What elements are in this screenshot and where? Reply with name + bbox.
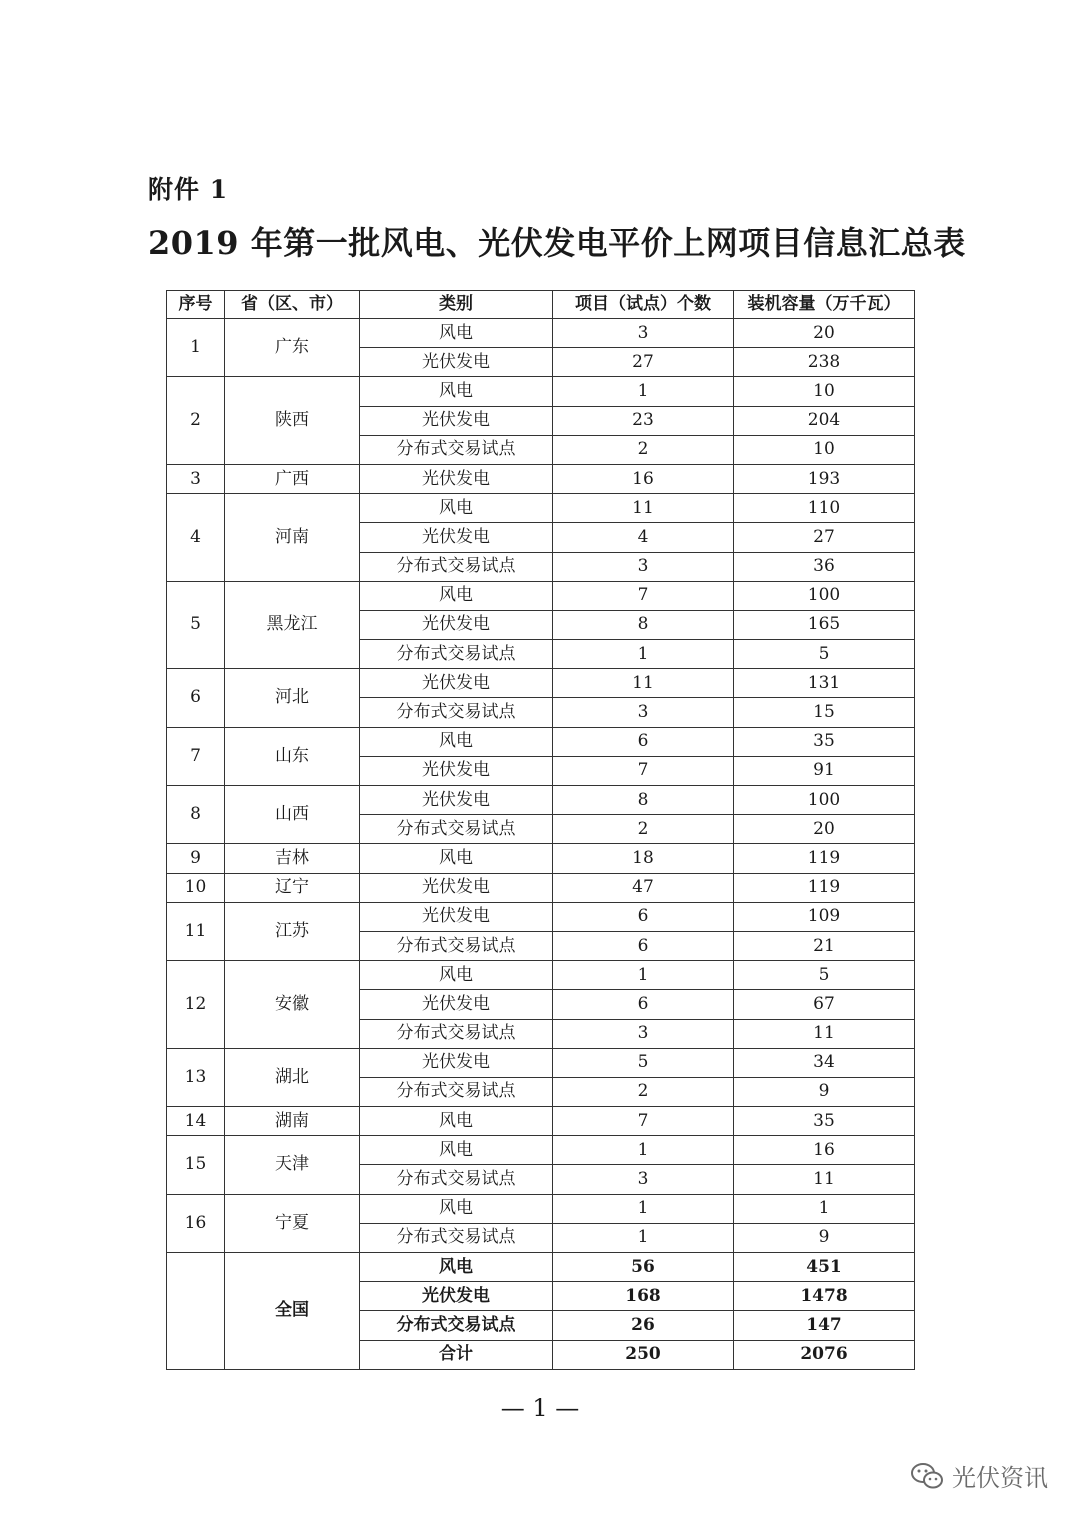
type-cell: 风电 <box>360 1194 553 1223</box>
count-cell: 3 <box>553 1019 734 1048</box>
province-cell: 天津 <box>225 1136 360 1194</box>
type-cell: 分布式交易试点 <box>360 815 553 844</box>
province-cell: 陕西 <box>225 377 360 465</box>
count-cell: 7 <box>553 581 734 610</box>
count-cell: 16 <box>553 464 734 493</box>
province-cell: 黑龙江 <box>225 581 360 669</box>
table-row <box>167 669 915 698</box>
capacity-cell: 110 <box>734 494 915 523</box>
table-row <box>167 581 915 610</box>
capacity-cell: 34 <box>734 1048 915 1077</box>
type-cell: 光伏发电 <box>360 873 553 902</box>
capacity-cell: 119 <box>734 844 915 873</box>
seq-cell: 8 <box>167 786 225 844</box>
seq-cell: 4 <box>167 494 225 582</box>
capacity-cell: 11 <box>734 1165 915 1194</box>
header-count: 项目（试点）个数 <box>553 291 734 319</box>
type-cell: 分布式交易试点 <box>360 1019 553 1048</box>
type-cell: 分布式交易试点 <box>360 1311 553 1340</box>
table-row <box>167 1194 915 1223</box>
count-cell: 18 <box>553 844 734 873</box>
province-cell: 河南 <box>225 494 360 582</box>
province-cell: 吉林 <box>225 844 360 873</box>
capacity-cell: 451 <box>734 1253 915 1282</box>
capacity-cell: 109 <box>734 902 915 931</box>
count-cell: 8 <box>553 786 734 815</box>
capacity-cell: 204 <box>734 406 915 435</box>
seq-cell <box>167 1253 225 1370</box>
table-row <box>167 727 915 756</box>
province-cell: 江苏 <box>225 902 360 960</box>
type-cell: 分布式交易试点 <box>360 640 553 669</box>
header-province: 省（区、市） <box>225 291 360 319</box>
seq-cell: 6 <box>167 669 225 727</box>
count-cell: 26 <box>553 1311 734 1340</box>
type-cell: 风电 <box>360 727 553 756</box>
seq-cell: 3 <box>167 464 225 493</box>
count-cell: 47 <box>553 873 734 902</box>
table-row <box>167 873 915 902</box>
capacity-cell: 35 <box>734 727 915 756</box>
capacity-cell: 131 <box>734 669 915 698</box>
count-cell: 3 <box>553 319 734 348</box>
seq-cell: 14 <box>167 1107 225 1136</box>
seq-cell: 1 <box>167 319 225 377</box>
type-cell: 风电 <box>360 1136 553 1165</box>
count-cell: 11 <box>553 494 734 523</box>
type-cell: 分布式交易试点 <box>360 435 553 464</box>
table-row <box>167 377 915 406</box>
capacity-cell: 100 <box>734 786 915 815</box>
type-cell: 分布式交易试点 <box>360 698 553 727</box>
seq-cell: 12 <box>167 961 225 1049</box>
header-seq: 序号 <box>167 291 225 319</box>
province-cell: 宁夏 <box>225 1194 360 1252</box>
table-body <box>167 319 915 1370</box>
count-cell: 23 <box>553 406 734 435</box>
capacity-cell: 10 <box>734 377 915 406</box>
count-cell: 1 <box>553 1223 734 1252</box>
type-cell: 光伏发电 <box>360 990 553 1019</box>
count-cell: 3 <box>553 552 734 581</box>
summary-table <box>166 290 915 1370</box>
count-cell: 2 <box>553 815 734 844</box>
type-cell: 风电 <box>360 319 553 348</box>
count-cell: 56 <box>553 1253 734 1282</box>
seq-cell: 7 <box>167 727 225 785</box>
count-cell: 1 <box>553 377 734 406</box>
capacity-cell: 238 <box>734 348 915 377</box>
document-title: 2019 年第一批风电、光伏发电平价上网项目信息汇总表 <box>148 224 966 262</box>
capacity-cell: 36 <box>734 552 915 581</box>
province-cell: 河北 <box>225 669 360 727</box>
capacity-cell: 10 <box>734 435 915 464</box>
type-cell: 光伏发电 <box>360 1048 553 1077</box>
capacity-cell: 193 <box>734 464 915 493</box>
count-cell: 7 <box>553 756 734 785</box>
watermark <box>910 1458 1048 1493</box>
capacity-cell: 21 <box>734 931 915 960</box>
count-cell: 3 <box>553 1165 734 1194</box>
province-cell: 广东 <box>225 319 360 377</box>
count-cell: 168 <box>553 1282 734 1311</box>
table-header <box>167 291 915 319</box>
type-cell: 风电 <box>360 961 553 990</box>
capacity-cell: 27 <box>734 523 915 552</box>
capacity-cell: 20 <box>734 815 915 844</box>
capacity-cell: 11 <box>734 1019 915 1048</box>
type-cell: 光伏发电 <box>360 464 553 493</box>
count-cell: 2 <box>553 1077 734 1106</box>
count-cell: 1 <box>553 961 734 990</box>
header-type: 类别 <box>360 291 553 319</box>
count-cell: 3 <box>553 698 734 727</box>
count-cell: 5 <box>553 1048 734 1077</box>
type-cell: 风电 <box>360 581 553 610</box>
count-cell: 1 <box>553 1136 734 1165</box>
count-cell: 6 <box>553 902 734 931</box>
table-row <box>167 961 915 990</box>
type-cell: 光伏发电 <box>360 756 553 785</box>
table-row <box>167 1107 915 1136</box>
province-cell: 全国 <box>225 1253 360 1370</box>
count-cell: 6 <box>553 931 734 960</box>
count-cell: 7 <box>553 1107 734 1136</box>
type-cell: 光伏发电 <box>360 902 553 931</box>
count-cell: 27 <box>553 348 734 377</box>
capacity-cell: 15 <box>734 698 915 727</box>
type-cell: 光伏发电 <box>360 1282 553 1311</box>
type-cell: 分布式交易试点 <box>360 1077 553 1106</box>
capacity-cell: 147 <box>734 1311 915 1340</box>
count-cell: 250 <box>553 1340 734 1369</box>
count-cell: 6 <box>553 990 734 1019</box>
seq-cell: 5 <box>167 581 225 669</box>
capacity-cell: 20 <box>734 319 915 348</box>
wechat-icon <box>910 1462 944 1490</box>
table-row <box>167 464 915 493</box>
seq-cell: 10 <box>167 873 225 902</box>
seq-cell: 16 <box>167 1194 225 1252</box>
table-row <box>167 786 915 815</box>
type-cell: 风电 <box>360 844 553 873</box>
type-cell: 合计 <box>360 1340 553 1369</box>
province-cell: 山东 <box>225 727 360 785</box>
header-capacity: 装机容量（万千瓦） <box>734 291 915 319</box>
capacity-cell: 16 <box>734 1136 915 1165</box>
capacity-cell: 1 <box>734 1194 915 1223</box>
count-cell: 2 <box>553 435 734 464</box>
type-cell: 光伏发电 <box>360 669 553 698</box>
seq-cell: 15 <box>167 1136 225 1194</box>
table-row <box>167 1048 915 1077</box>
capacity-cell: 91 <box>734 756 915 785</box>
type-cell: 光伏发电 <box>360 786 553 815</box>
seq-cell: 13 <box>167 1048 225 1106</box>
type-cell: 分布式交易试点 <box>360 1223 553 1252</box>
capacity-cell: 1478 <box>734 1282 915 1311</box>
count-cell: 8 <box>553 610 734 639</box>
type-cell: 风电 <box>360 377 553 406</box>
annex-label: 附件 1 <box>148 175 229 204</box>
capacity-cell: 67 <box>734 990 915 1019</box>
type-cell: 光伏发电 <box>360 406 553 435</box>
capacity-cell: 9 <box>734 1223 915 1252</box>
seq-cell: 2 <box>167 377 225 465</box>
page-number: — 1 — <box>500 1394 580 1422</box>
province-cell: 辽宁 <box>225 873 360 902</box>
table-row <box>167 319 915 348</box>
capacity-cell: 35 <box>734 1107 915 1136</box>
capacity-cell: 9 <box>734 1077 915 1106</box>
capacity-cell: 119 <box>734 873 915 902</box>
count-cell: 1 <box>553 640 734 669</box>
count-cell: 6 <box>553 727 734 756</box>
total-row <box>167 1253 915 1282</box>
type-cell: 光伏发电 <box>360 348 553 377</box>
province-cell: 广西 <box>225 464 360 493</box>
count-cell: 4 <box>553 523 734 552</box>
type-cell: 光伏发电 <box>360 610 553 639</box>
table-row <box>167 902 915 931</box>
count-cell: 11 <box>553 669 734 698</box>
table-row <box>167 1136 915 1165</box>
count-cell: 1 <box>553 1194 734 1223</box>
capacity-cell: 165 <box>734 610 915 639</box>
seq-cell: 9 <box>167 844 225 873</box>
type-cell: 光伏发电 <box>360 523 553 552</box>
seq-cell: 11 <box>167 902 225 960</box>
table-row <box>167 494 915 523</box>
capacity-cell: 5 <box>734 640 915 669</box>
province-cell: 安徽 <box>225 961 360 1049</box>
header-row <box>167 291 915 319</box>
capacity-cell: 2076 <box>734 1340 915 1369</box>
table-row <box>167 844 915 873</box>
capacity-cell: 5 <box>734 961 915 990</box>
type-cell: 分布式交易试点 <box>360 1165 553 1194</box>
province-cell: 湖南 <box>225 1107 360 1136</box>
watermark-text: 光伏资讯 <box>952 1464 1048 1492</box>
type-cell: 分布式交易试点 <box>360 931 553 960</box>
type-cell: 分布式交易试点 <box>360 552 553 581</box>
type-cell: 风电 <box>360 1253 553 1282</box>
province-cell: 湖北 <box>225 1048 360 1106</box>
province-cell: 山西 <box>225 786 360 844</box>
capacity-cell: 100 <box>734 581 915 610</box>
type-cell: 风电 <box>360 494 553 523</box>
type-cell: 风电 <box>360 1107 553 1136</box>
